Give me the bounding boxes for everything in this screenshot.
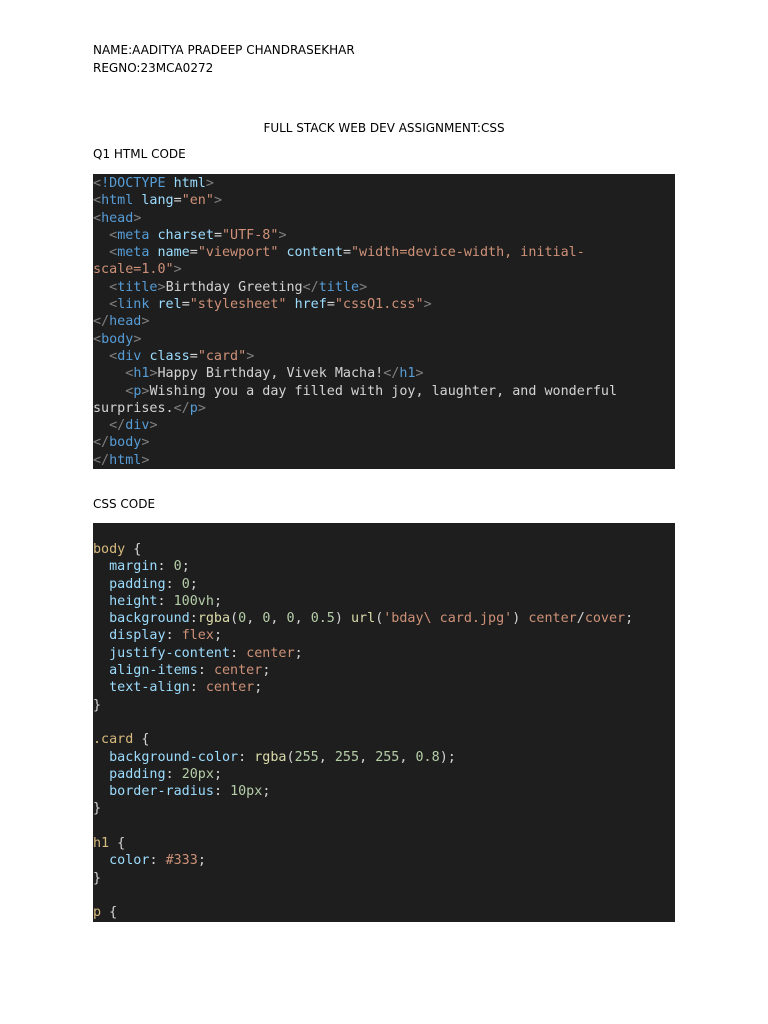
code-line: .card { xyxy=(93,732,150,748)
q1-html-label: Q1 HTML CODE xyxy=(93,147,186,161)
code-line: <meta charset="UTF-8"> xyxy=(109,227,287,243)
code-line: </div> xyxy=(109,418,158,434)
code-line: height: 100vh; xyxy=(109,593,222,609)
css-code-label: CSS CODE xyxy=(93,497,156,511)
code-line: <h1>Happy Birthday, Vivek Macha!</h1> xyxy=(125,366,424,382)
code-line: body { xyxy=(93,542,142,557)
code-line: background:rgba(0, 0, 0, 0.5) url('bday\ card.jpg') center/cover; xyxy=(109,611,634,627)
code-line xyxy=(93,887,675,904)
code-line xyxy=(93,818,675,835)
registration-number: REGNO:23MCA0272 xyxy=(93,61,214,75)
code-line: } xyxy=(93,697,102,713)
code-line: text-align: center; xyxy=(109,680,263,696)
code-line: <div class="card"> xyxy=(109,348,255,364)
code-line: border-radius: 10px; xyxy=(109,784,271,800)
css-code-block xyxy=(93,523,675,922)
code-line: justify-content: center; xyxy=(109,645,303,661)
code-line: h1 { xyxy=(93,836,126,852)
html-code-block xyxy=(93,174,675,469)
code-line: align-items: center; xyxy=(109,663,271,679)
code-line: <html lang="en"> xyxy=(93,193,222,209)
code-line: </head> xyxy=(93,314,150,330)
code-line: padding: 20px; xyxy=(109,766,222,782)
code-line: color: #333; xyxy=(109,853,206,869)
code-line: <!DOCTYPE html> xyxy=(93,176,214,191)
code-line: <p>Wishing you a day filled with joy, laughter, and wonderful xyxy=(125,383,618,399)
code-line: <meta name="viewport" content="width=device-width, initial- xyxy=(109,245,585,261)
code-line: <body> xyxy=(93,331,142,347)
code-line: scale=1.0"> xyxy=(93,262,182,278)
code-line: </html> xyxy=(93,452,150,468)
code-line: } xyxy=(93,801,102,817)
code-line: margin: 0; xyxy=(109,559,190,575)
code-line: <title>Birthday Greeting</title> xyxy=(109,279,368,295)
code-line: display: flex; xyxy=(109,628,222,644)
code-line: p { xyxy=(93,905,118,921)
code-line: padding: 0; xyxy=(109,576,198,592)
code-line: background-color: rgba(255, 255, 255, 0.8); xyxy=(109,749,456,765)
code-line: } xyxy=(93,870,102,886)
student-name: NAME:AADITYA PRADEEP CHANDRASEKHAR xyxy=(93,43,355,57)
code-line: <link rel="stylesheet" href="cssQ1.css"> xyxy=(109,297,432,313)
code-line: </body> xyxy=(93,435,150,451)
code-line: surprises.</p> xyxy=(93,400,206,416)
assignment-title: FULL STACK WEB DEV ASSIGNMENT:CSS xyxy=(263,121,505,135)
code-line xyxy=(93,714,675,731)
code-line: <head> xyxy=(93,210,142,226)
